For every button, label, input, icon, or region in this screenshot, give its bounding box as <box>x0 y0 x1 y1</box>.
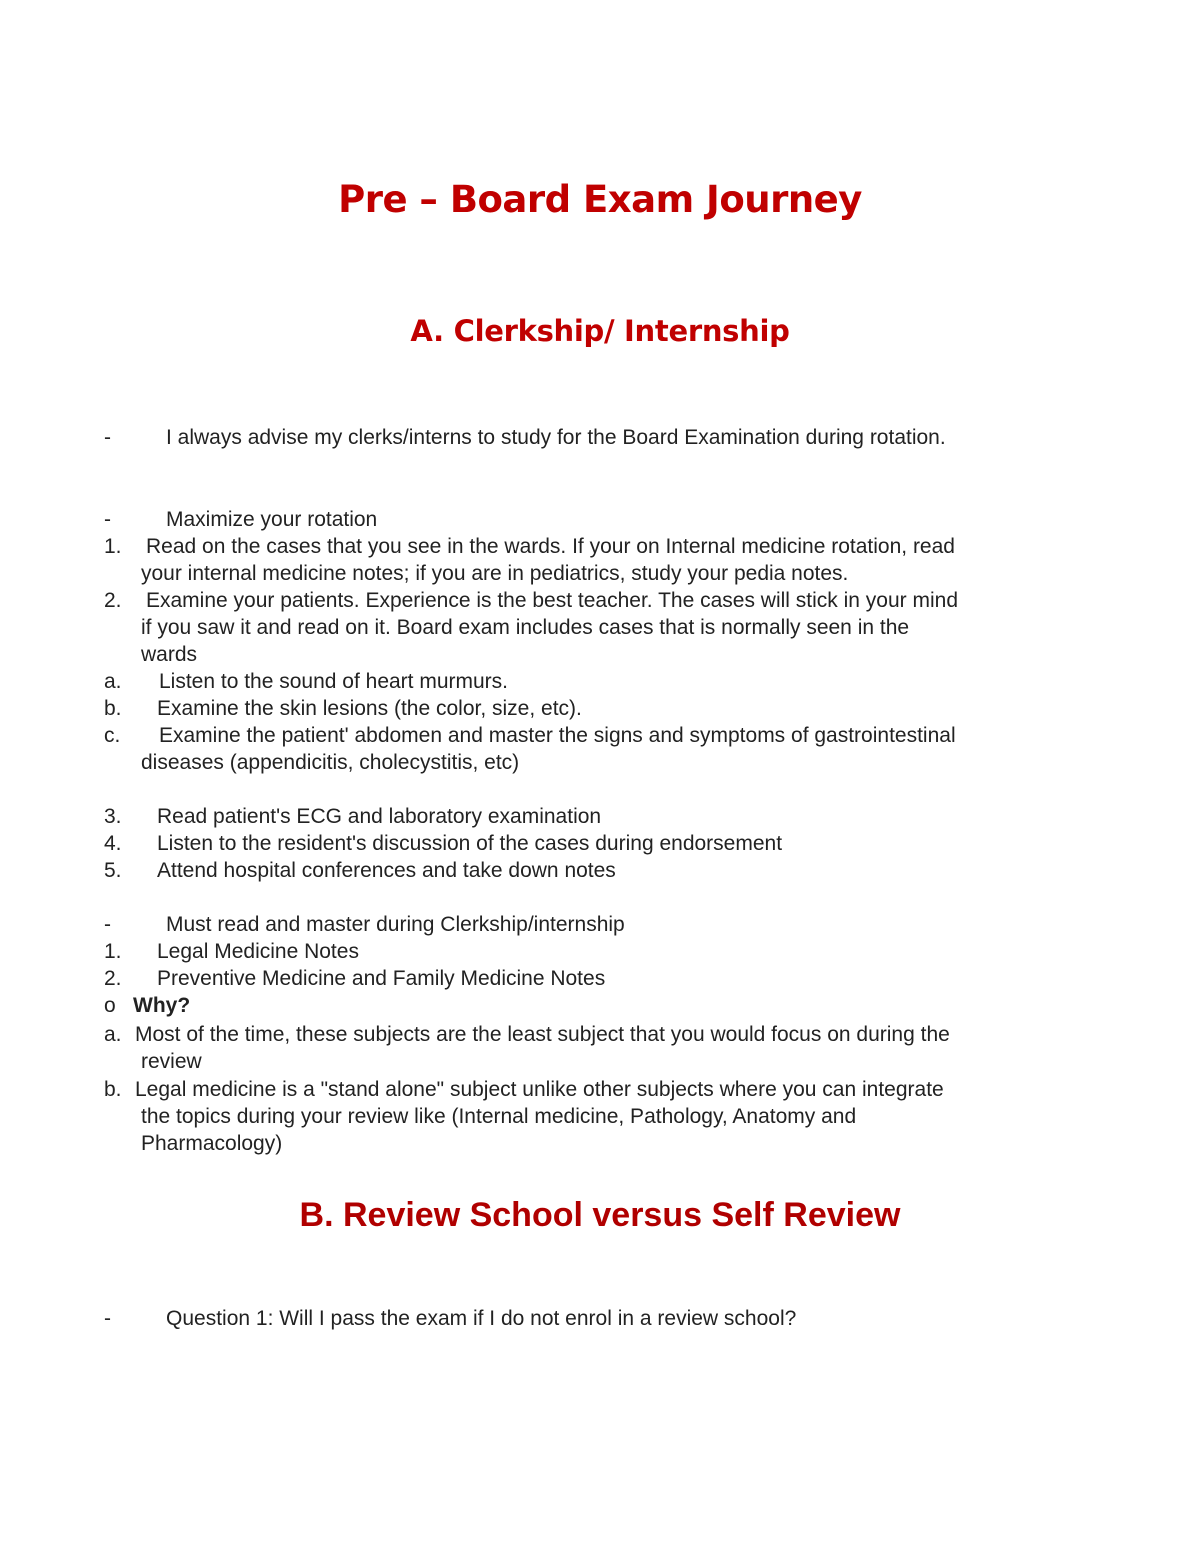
numbered-item <box>0 857 1200 884</box>
bullet-dash: - <box>104 508 111 531</box>
document-title: Pre – Board Exam Journey <box>338 178 862 221</box>
item-letter: b. <box>104 1078 122 1101</box>
list-item <box>0 1305 1200 1332</box>
item-number: 1. <box>104 535 122 558</box>
item-text-line: Listen to the sound of heart murmurs. <box>159 670 509 693</box>
item-letter: c. <box>104 724 121 747</box>
item-number: 2. <box>104 589 122 612</box>
list-item <box>0 992 1200 1019</box>
item-text-line: Legal medicine is a "stand alone" subject unlike other subjects where you can integrate <box>135 1078 944 1101</box>
item-text-line: Pharmacology) <box>141 1132 283 1155</box>
list-item <box>0 506 1200 533</box>
item-text-line: the topics during your review like (Internal medicine, Pathology, Anatomy and <box>141 1105 857 1128</box>
numbered-item <box>0 830 1200 857</box>
sub-item <box>0 722 1200 776</box>
item-text-line: Legal Medicine Notes <box>157 940 359 963</box>
sub-item <box>0 668 1200 695</box>
item-number: 3. <box>104 805 122 828</box>
bullet-dash: - <box>104 1307 111 1330</box>
item-letter: b. <box>104 697 122 720</box>
list-item-text: Maximize your rotation <box>166 508 378 531</box>
numbered-item <box>0 533 1200 587</box>
item-letter: a. <box>104 1023 122 1046</box>
item-text-line: Read patient's ECG and laboratory examination <box>157 805 602 828</box>
list-item-text: I always advise my clerks/interns to study for the Board Examination during rotation. <box>166 426 946 449</box>
item-text-line: Listen to the resident's discussion of the cases during endorsement <box>157 832 783 855</box>
numbered-item <box>0 965 1200 992</box>
bullet-circle: o <box>104 994 116 1017</box>
item-text-line: Most of the time, these subjects are the least subject that you would focus on during the <box>135 1023 950 1046</box>
item-number: 5. <box>104 859 122 882</box>
list-item <box>0 424 1200 451</box>
item-text-line: diseases (appendicitis, cholecystitis, etc) <box>141 751 520 774</box>
section-a-heading: A. Clerkship/ Internship <box>410 314 790 348</box>
item-text-line: Examine the patient' abdomen and master the signs and symptoms of gastrointestinal <box>159 724 956 747</box>
why-label: Why? <box>133 994 191 1017</box>
item-letter: a. <box>104 670 122 693</box>
list-item-text: Question 1: Will I pass the exam if I do not enrol in a review school? <box>166 1307 797 1330</box>
item-text-line: wards <box>141 643 198 666</box>
sub-item <box>0 1021 1200 1075</box>
numbered-item <box>0 587 1200 668</box>
numbered-item <box>0 938 1200 965</box>
section-b-heading: B. Review School versus Self Review <box>299 1196 901 1234</box>
sub-item <box>0 1076 1200 1157</box>
item-number: 1. <box>104 940 122 963</box>
item-text-line: Read on the cases that you see in the wards. If your on Internal medicine rotation, read <box>146 535 955 558</box>
item-number: 2. <box>104 967 122 990</box>
item-text-line: your internal medicine notes; if you are in pediatrics, study your pedia notes. <box>141 562 849 585</box>
sub-item <box>0 695 1200 722</box>
bullet-dash: - <box>104 913 111 936</box>
item-text-line: review <box>141 1050 202 1073</box>
numbered-item <box>0 803 1200 830</box>
item-text-line: Examine your patients. Experience is the best teacher. The cases will stick in your mind <box>146 589 958 612</box>
item-text-line: if you saw it and read on it. Board exam includes cases that is normally seen in the <box>141 616 910 639</box>
item-text-line: Preventive Medicine and Family Medicine Notes <box>157 967 606 990</box>
item-number: 4. <box>104 832 122 855</box>
list-item-text: Must read and master during Clerkship/internship <box>166 913 625 936</box>
item-text-line: Examine the skin lesions (the color, size, etc). <box>157 697 582 720</box>
item-text-line: Attend hospital conferences and take down notes <box>157 859 616 882</box>
bullet-dash: - <box>104 426 111 449</box>
list-item <box>0 911 1200 938</box>
